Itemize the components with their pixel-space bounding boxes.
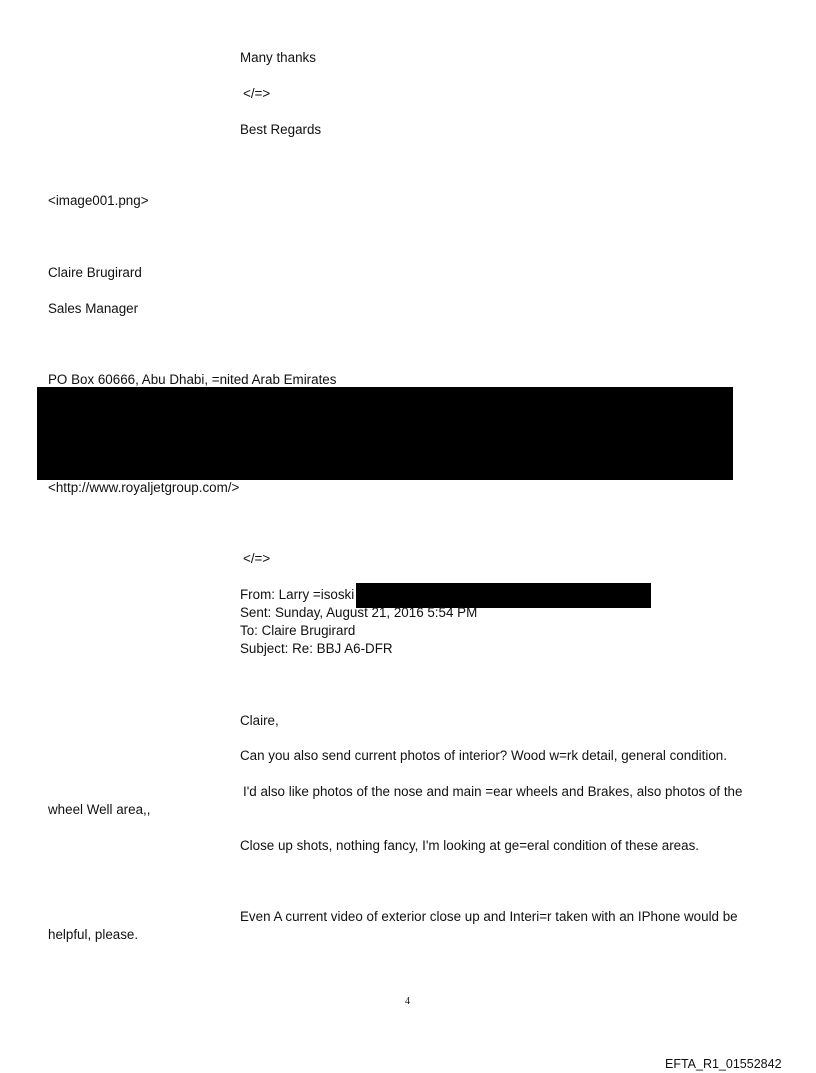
email-paragraph-4-line-1: Even A current video of exterior close up and Interi=r taken with an IPhone would be [240, 909, 738, 924]
signature-title: Sales Manager [48, 301, 139, 316]
email-paragraph-3: Close up shots, nothing fancy, I'm looking at ge=eral condition of these areas. [240, 838, 699, 853]
website-link[interactable]: <http://www.royaljetgroup.com/> [48, 480, 240, 495]
email-from-line: From: Larry =isoski [240, 587, 355, 602]
email-paragraph-2-line-2: wheel Well area,, [48, 802, 151, 817]
best-regards-line: Best Regards [240, 122, 322, 137]
redaction-block [37, 387, 733, 480]
page-number: 4 [405, 996, 410, 1007]
signature-name: Claire Brugirard [48, 265, 142, 280]
email-to-line: To: Claire Brugirard [240, 623, 356, 638]
email-paragraph-1: Can you also send current photos of interior? Wood w=rk detail, general condition. [240, 748, 727, 763]
many-thanks-line: Many thanks [240, 50, 316, 65]
bates-number: EFTA_R1_01552842 [665, 1057, 782, 1071]
image-attachment-placeholder: <image001.png> [48, 193, 149, 208]
email-paragraph-4-line-2: helpful, please. [48, 927, 139, 942]
separator-line: </=> [243, 86, 271, 101]
email-sent-line: Sent: Sunday, August 21, 2016 5:54 PM [240, 605, 478, 620]
email-subject-line: Subject: Re: BBJ A6-DFR [240, 641, 393, 656]
separator-line: </=> [243, 551, 271, 566]
email-paragraph-2-line-1: I'd also like photos of the nose and main =ear wheels and Brakes, also photos of the [243, 784, 743, 799]
email-greeting: Claire, [240, 713, 279, 728]
signature-address: PO Box 60666, Abu Dhabi, =nited Arab Emirates [48, 372, 337, 387]
